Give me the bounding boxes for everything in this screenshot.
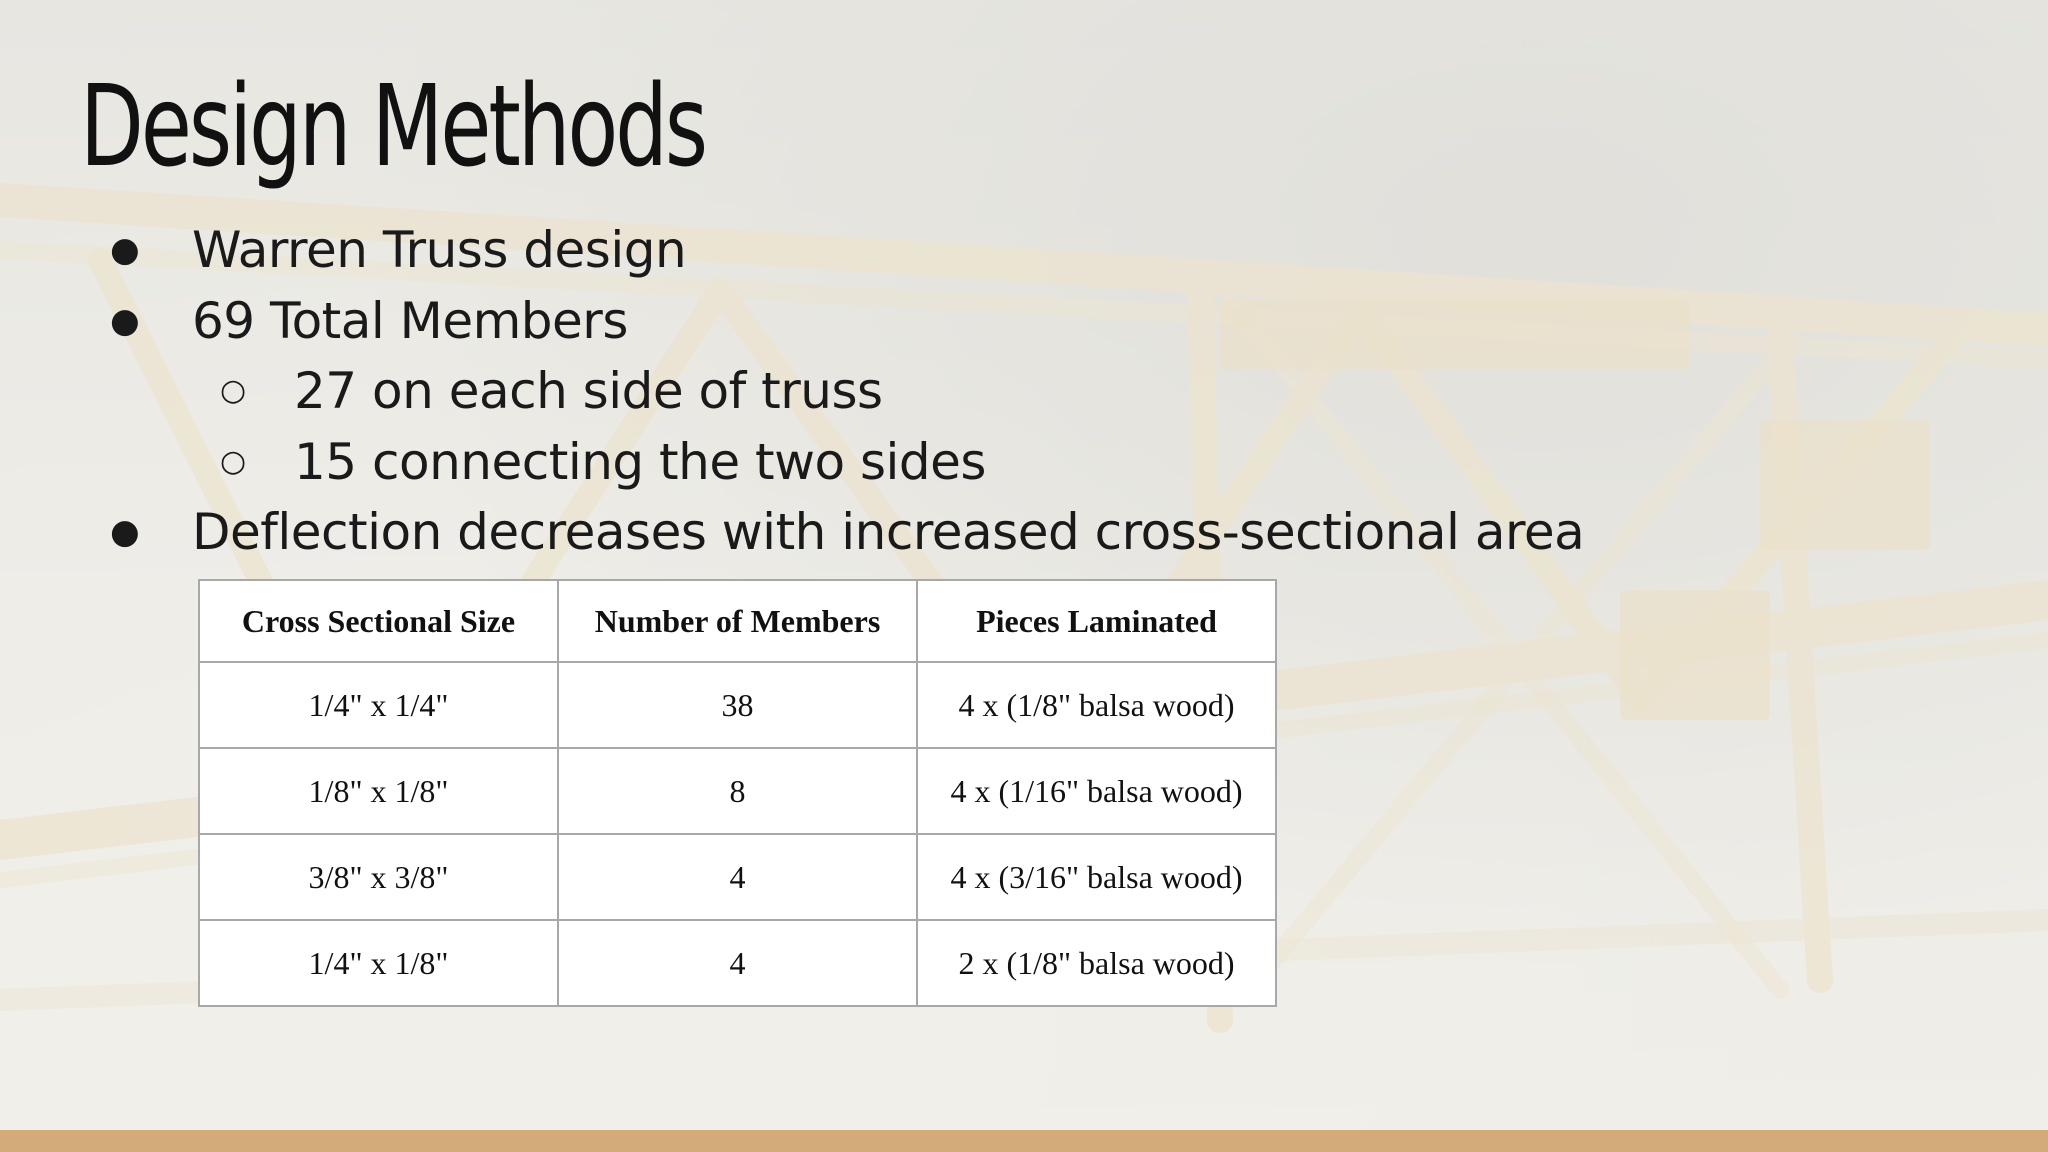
table-row [199,748,1276,834]
sub-bullet-text: 27 on each side of truss [294,362,883,420]
hollow-circle-icon: ○ [220,373,247,408]
header-cross-sectional-size: Cross Sectional Size [199,580,558,662]
members-table [198,579,1277,1007]
header-number-of-members: Number of Members [558,580,917,662]
bullet-dot-icon: ● [110,512,140,552]
table-cell: 1/8" x 1/8" [199,748,558,834]
table-header-row [199,580,1276,662]
bullet-dot-icon: ● [110,300,140,341]
table-cell: 4 [558,920,917,1006]
header-pieces-laminated: Pieces Laminated [917,580,1276,662]
bullet-text: 69 Total Members [192,291,628,350]
table-cell: 38 [558,662,917,748]
bullet-text: Deflection decreases with increased cross-sectional area [192,503,1585,561]
table-row [199,662,1276,748]
slide-title: Design Methods [80,62,706,192]
table-cell: 1/4" x 1/4" [199,662,558,748]
table-cell: 4 x (3/16" balsa wood) [917,834,1276,920]
table-cell: 4 x (1/16" balsa wood) [917,748,1276,834]
table-cell: 4 [558,834,917,920]
table-row [199,834,1276,920]
table-row [199,920,1276,1006]
members-table-container [198,579,1277,1007]
table-cell: 1/4" x 1/8" [199,920,558,1006]
bullet-dot-icon: ● [110,230,140,270]
table-cell: 8 [558,748,917,834]
bottom-accent-bar [0,1130,2048,1152]
bullet-text: Warren Truss design [192,221,687,279]
sub-bullet-text: 15 connecting the two sides [294,432,986,491]
hollow-circle-icon: ○ [220,443,247,479]
table-cell: 4 x (1/8" balsa wood) [917,662,1276,748]
table-cell: 2 x (1/8" balsa wood) [917,920,1276,1006]
table-cell: 3/8" x 3/8" [199,834,558,920]
